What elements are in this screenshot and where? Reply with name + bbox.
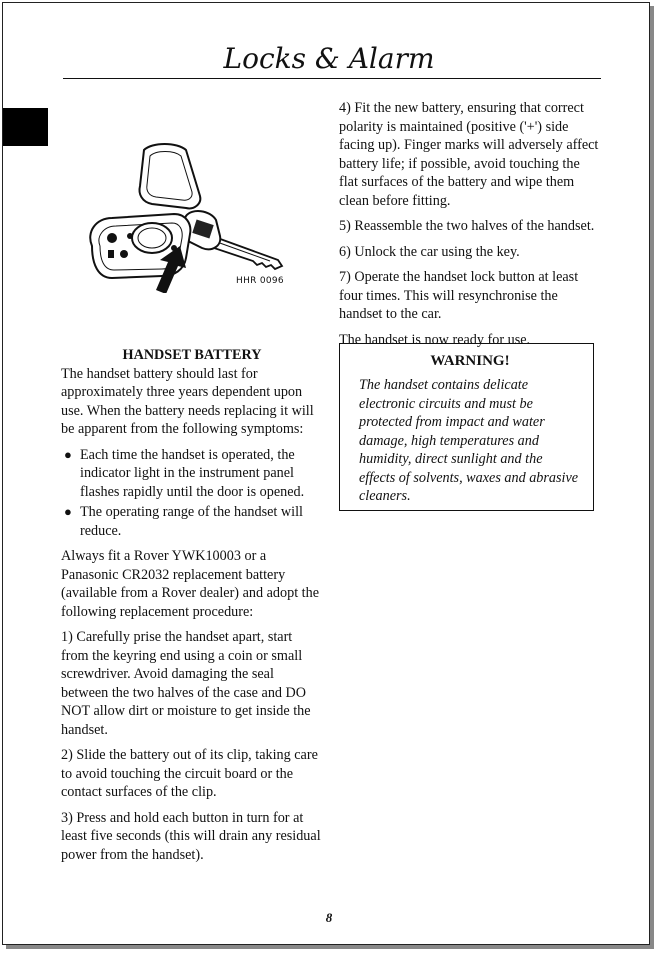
list-item: ● The operating range of the handset will reduce. (64, 504, 303, 539)
header-rule (63, 78, 601, 79)
step-3: 3) Press and hold each button in turn for at least five seconds (this will drain any residual power from the handset). (61, 809, 321, 863)
warning-box (339, 343, 594, 511)
step-2: 2) Slide the battery out of its clip, taking care to avoid touching the circuit board or the contact surfaces of the clip. (61, 747, 318, 800)
step-7: 7) Operate the handset lock button at least four times. This will resynchronise the handset to the car. (339, 269, 579, 322)
bullet-icon: ● (64, 504, 72, 519)
page-title: Locks & Alarm (223, 42, 435, 75)
warning-text: The handset contains delicate electronic circuits and must be protected from impact and water damage, high temperatures and humidity, direct sunlight and the effects of solvents, waxes and abrasive cleaners. (359, 377, 579, 504)
key-fob-battery-illustration (82, 138, 292, 293)
step-4: 4) Fit the new battery, ensuring that correct polarity is maintained (positive ('+') side facing up). Finger marks will adversely affect battery life; if possible, avoid touching the flat surfaces of the battery and wipe them clean before fitting. (339, 100, 599, 209)
step-1: 1) Carefully prise the handset apart, start from the keyring end using a coin or small screwdriver. Avoid damaging the seal between the two halves of the case and DO NOT allow dirt or moisture to get inside the handset. (61, 629, 311, 738)
section-heading: HANDSET BATTERY (122, 347, 262, 363)
bullet-icon: ● (64, 446, 72, 462)
step-6: 6) Unlock the car using the key. (339, 243, 520, 260)
battery-type-paragraph: Always fit a Rover YWK10003 or a Panasonic CR2032 replacement battery (available from a Rover dealer) and adopt the following replacement procedure: (61, 548, 320, 620)
ready-note: The handset is now ready for use. (339, 331, 531, 348)
list-item: ● Each time the handset is operated, the indicator light in the instrument panel flashes rapidly until the door is opened. (64, 446, 305, 500)
intro-paragraph: The handset battery should last for approximately three years dependent upon use. When the battery needs replacing it will be apparent from the following symptoms: (61, 365, 314, 437)
figure-reference: HHR 0096 (236, 276, 284, 286)
step-5: 5) Reassemble the two halves of the handset. (339, 218, 595, 234)
section-tab-marker (3, 108, 48, 146)
page-number: 8 (325, 910, 333, 925)
warning-title: WARNING! (430, 353, 510, 369)
right-column (339, 99, 601, 356)
symptom-list (61, 446, 323, 541)
left-column (61, 346, 323, 871)
